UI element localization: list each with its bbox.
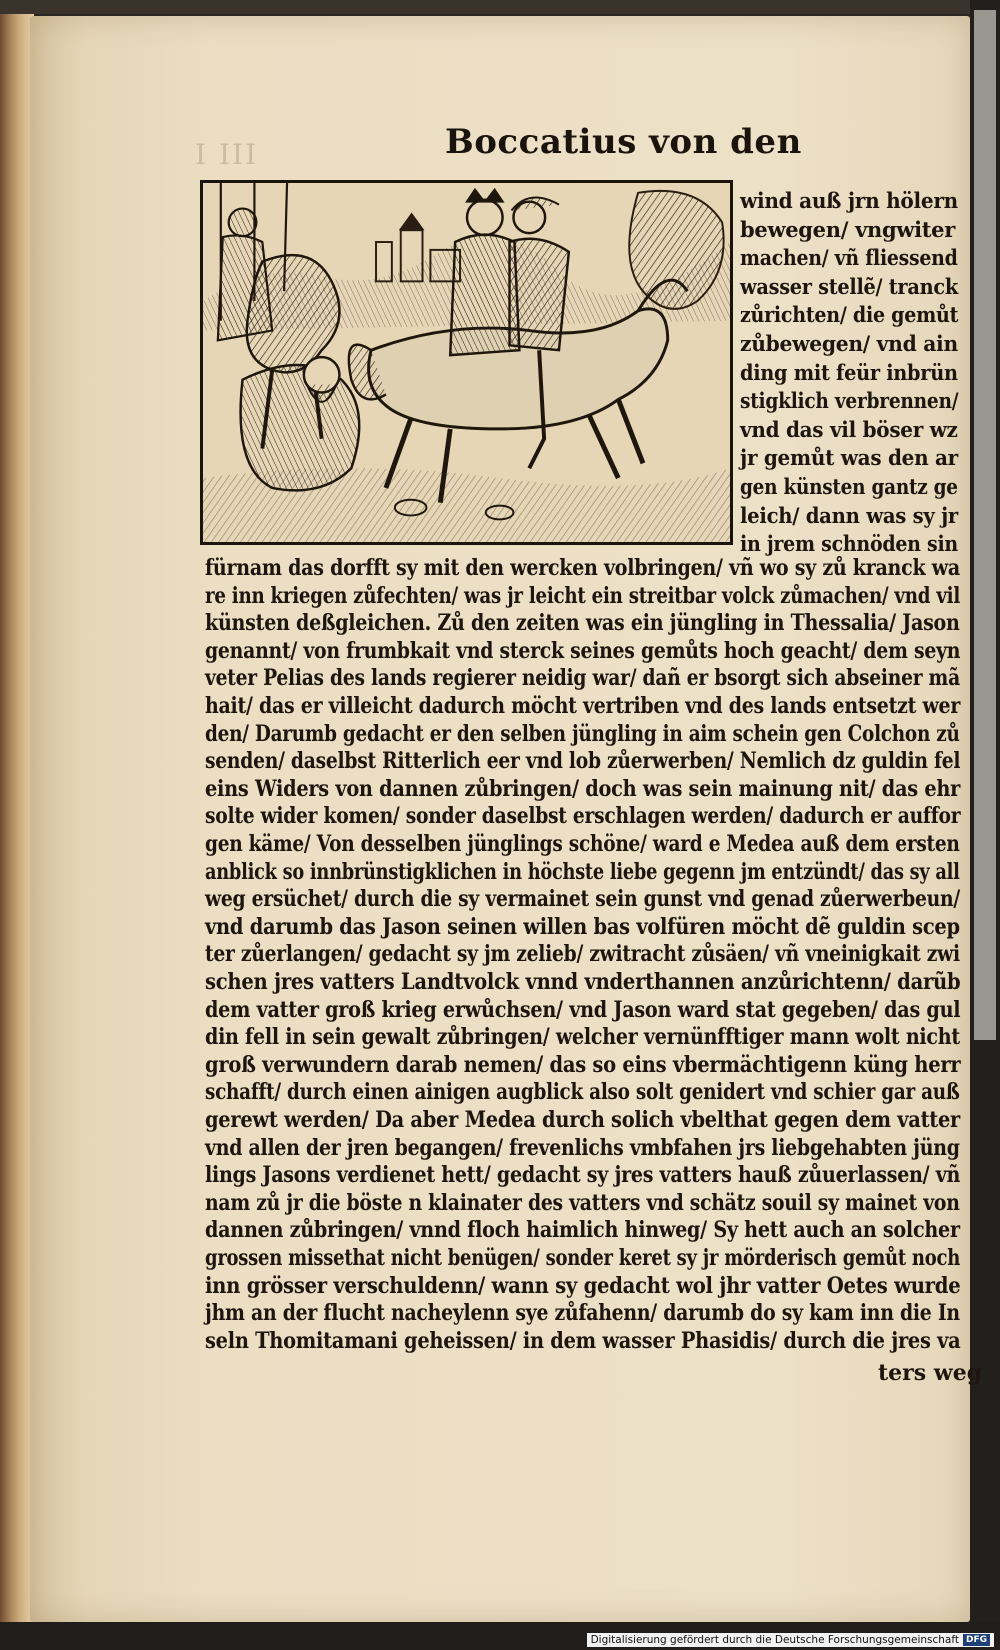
body-text-line: solte wider komen/ sonder daselbst erschlagen werden/ dadurch er auffor — [205, 803, 961, 830]
side-text-line: in jrem schnöden sin — [740, 531, 958, 557]
side-text-line: leich/ dann was sy jr — [740, 502, 959, 528]
woodcut-illustration — [200, 180, 733, 545]
body-text-line: gerewt werden/ Da aber Medea durch solich vbelthat gegen dem vatter — [205, 1107, 961, 1133]
side-text-line: zůrichten/ die gemůt — [740, 302, 959, 328]
body-text-line: eins Widers von dannen zůbringen/ doch was sein mainung nit/ das ehr — [205, 775, 961, 802]
body-text-line: inn grösser verschuldenn/ wann sy gedacht wol jhr vatter Oetes wurde — [205, 1272, 961, 1299]
side-text-line: machen/ vñ fliessend — [740, 245, 958, 271]
body-text-line: dannen zůbringen/ vnnd floch haimlich hinweg/ Sy hett auch an solcher — [205, 1217, 960, 1244]
body-text-line: ter zůerlangen/ gedacht sy jm zelieb/ zwitracht zůsäen/ vñ vneinigkait zwi — [205, 941, 960, 968]
body-text-line: vnd allen der jren begangen/ frevenlichs vmbfahen jrs liebgehabten jüng — [205, 1134, 960, 1161]
side-text-line: bewegen/ vngwiter — [740, 216, 956, 242]
side-text-line: zůbewegen/ vnd ain — [740, 331, 958, 356]
woodcut-drawing — [203, 183, 730, 542]
body-text-line: nam zů jr die böste n klainater des vatters vnd schätz souil sy mainet von — [205, 1189, 960, 1216]
body-text-line: genannt/ von frumbkait vnd sterck seines gemůts hoch geacht/ dem seyn — [205, 637, 961, 664]
body-text-line: seln Thomitamani geheissen/ in dem wasser Phasidis/ durch die jres va — [205, 1327, 961, 1354]
body-text-line: weg ersüchet/ durch die sy vermainet sein gunst vnd genad zůerwerbeun/ — [205, 886, 960, 913]
body-text-line: jhm an der flucht nacheylenn sye zůfahenn/ darumb do sy kam inn die In — [205, 1300, 960, 1327]
body-text-line: vnd darumb das Jason seinen willen bas volfüren möcht dẽ guldin scep — [205, 913, 960, 940]
side-text-line: stigklich verbrennen/ — [740, 388, 959, 414]
side-text-line: wasser stellẽ/ tranck — [740, 273, 958, 299]
body-text-line: den/ Darumb gedacht er den selben jüngling in aim schein gen Colchon zů — [205, 720, 960, 747]
body-text-line: senden/ daselbst Ritterlich eer vnd lob zůerwerben/ Nemlich dz guldin fel — [205, 748, 961, 775]
dfg-logo: DFG — [963, 1634, 990, 1646]
credit-text: Digitalisierung gefördert durch die Deutsche Forschungsgemeinschaft — [590, 1634, 959, 1646]
body-text-line: groß verwundern darab nemen/ das so eins vbermächtigenn küng herr — [205, 1051, 961, 1078]
show-through-text: I III — [195, 138, 259, 171]
digitization-credit — [587, 1633, 994, 1647]
body-text-line: fürnam das dorfft sy mit den wercken volbringen/ vñ wo sy zů kranck wa — [205, 555, 960, 581]
scan-right-strip — [970, 0, 1000, 1650]
body-text-line: re inn kriegen zůfechten/ was jr leicht ein streitbar volck zůmachen/ vnd vil — [205, 582, 961, 609]
body-text-line: dem vatter groß krieg erwůchsen/ vnd Jason ward stat gegeben/ das gul — [205, 996, 961, 1023]
body-text-line: schen jres vatters Landtvolck vnnd vnderthannen anzůrichtenn/ darũb — [205, 969, 961, 995]
body-text-line: schafft/ durch einen ainigen augblick also solt genidert vnd schier gar auß — [205, 1079, 960, 1106]
side-text-line: gen künsten gantz ge — [740, 474, 958, 499]
side-text-line: jr gemůt was den ar — [740, 445, 958, 471]
book-edge — [0, 14, 34, 1624]
catchword: ters weg — [878, 1360, 983, 1386]
side-text-line: wind auß jrn hölern — [740, 188, 958, 213]
side-text-line: vnd das vil böser wz — [740, 416, 958, 442]
body-text-line: hait/ das er villeicht dadurch möcht vertriben vnd des lands entsetzt wer — [205, 693, 961, 719]
body-text-line: gen käme/ Von desselben jünglings schöne/ ward e Medea auß dem ersten — [205, 831, 960, 857]
scan-right-cap — [974, 10, 996, 1040]
body-text-line: veter Pelias des lands regierer neidig war/ dañ er bsorgt sich abseiner mã — [205, 665, 960, 692]
body-text-line: künsten deßgleichen. Zů den zeiten was ein jüngling in Thessalia/ Jason — [205, 610, 960, 637]
body-text-line: lings Jasons verdienet hett/ gedacht sy jres vatters hauß zůuerlassen/ vñ — [205, 1162, 961, 1189]
body-text-line: din fell in sein gewalt zůbringen/ welcher vernünfftiger mann wolt nicht — [205, 1024, 960, 1051]
running-head: Boccatius von den — [445, 122, 802, 162]
side-text-line: ding mit feür inbrün — [740, 359, 958, 385]
body-text-line: anblick so innbrünstigklichen in höchste liebe gegenn jm entzündt/ das sy all — [205, 858, 960, 885]
scan-top-border — [0, 0, 1000, 14]
body-text-line: grossen missethat nicht benügen/ sonder keret sy jr mörderisch gemůt noch — [205, 1245, 961, 1271]
